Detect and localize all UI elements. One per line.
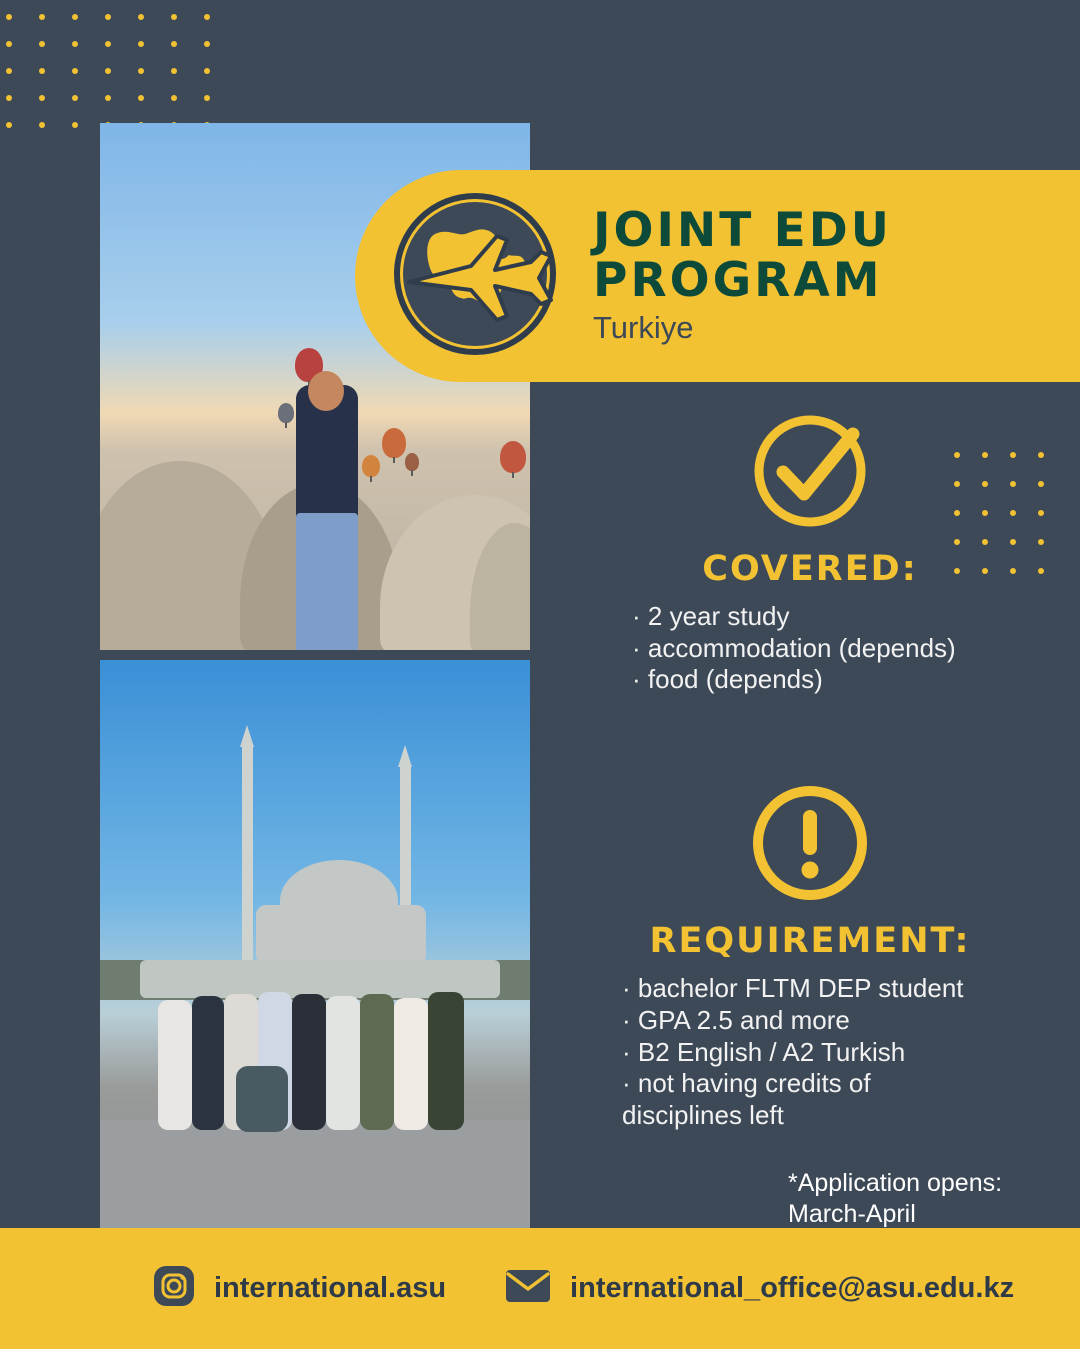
instagram-contact[interactable] bbox=[152, 1264, 446, 1313]
instagram-icon bbox=[152, 1264, 196, 1313]
exclamation-circle-icon bbox=[749, 782, 871, 909]
list-item: · food (depends) bbox=[632, 664, 823, 695]
list-item: · GPA 2.5 and more bbox=[622, 1004, 850, 1035]
person-head bbox=[308, 371, 344, 411]
minaret bbox=[242, 745, 253, 965]
list-item: · B2 English / A2 Turkish bbox=[622, 1036, 906, 1067]
header-text-block bbox=[593, 202, 892, 347]
header-banner bbox=[355, 170, 1080, 382]
requirement-list bbox=[560, 973, 1060, 1132]
exclamation-icon-wrap bbox=[560, 782, 1060, 909]
balloon-shape bbox=[382, 428, 406, 458]
instagram-handle: international.asu bbox=[214, 1272, 447, 1304]
list-item: · 2 year study bbox=[632, 601, 790, 631]
requirement-heading: REQUIREMENT: bbox=[649, 921, 971, 962]
list-item: · not having credits of bbox=[622, 1068, 871, 1099]
page-title-line2: PROGRAM bbox=[593, 253, 883, 308]
application-note-line2: March-April bbox=[788, 1200, 916, 1228]
covered-list bbox=[560, 601, 1060, 696]
balloon-shape bbox=[278, 403, 294, 423]
page-title-line1: JOINT EDU bbox=[593, 202, 892, 258]
globe-plane-icon bbox=[391, 190, 559, 363]
info-column bbox=[560, 410, 1060, 1230]
covered-heading: COVERED: bbox=[702, 549, 918, 589]
email-contact[interactable] bbox=[504, 1267, 1014, 1310]
email-address: international_office@asu.edu.kz bbox=[570, 1272, 1015, 1304]
person-trousers bbox=[296, 513, 358, 650]
application-note-line1: *Application opens: bbox=[788, 1168, 1003, 1197]
mosque-body bbox=[256, 905, 426, 965]
balloon-shape bbox=[500, 441, 526, 473]
list-item: disciplines left bbox=[622, 1100, 784, 1131]
check-icon-wrap bbox=[560, 410, 1060, 537]
list-item: · bachelor FLTM DEP student bbox=[622, 973, 964, 1004]
list-item: · accommodation (depends) bbox=[632, 632, 956, 663]
photo-group bbox=[100, 660, 530, 1228]
pavement bbox=[100, 1120, 530, 1228]
envelope-icon bbox=[504, 1267, 552, 1310]
balloon-shape bbox=[362, 455, 380, 477]
page-subtitle: Turkiye bbox=[593, 310, 694, 346]
balloon-shape bbox=[405, 453, 419, 471]
check-circle-icon bbox=[749, 410, 871, 537]
application-note bbox=[560, 1168, 1060, 1231]
footer-contact-bar bbox=[0, 1228, 1080, 1349]
student-group bbox=[158, 982, 476, 1132]
